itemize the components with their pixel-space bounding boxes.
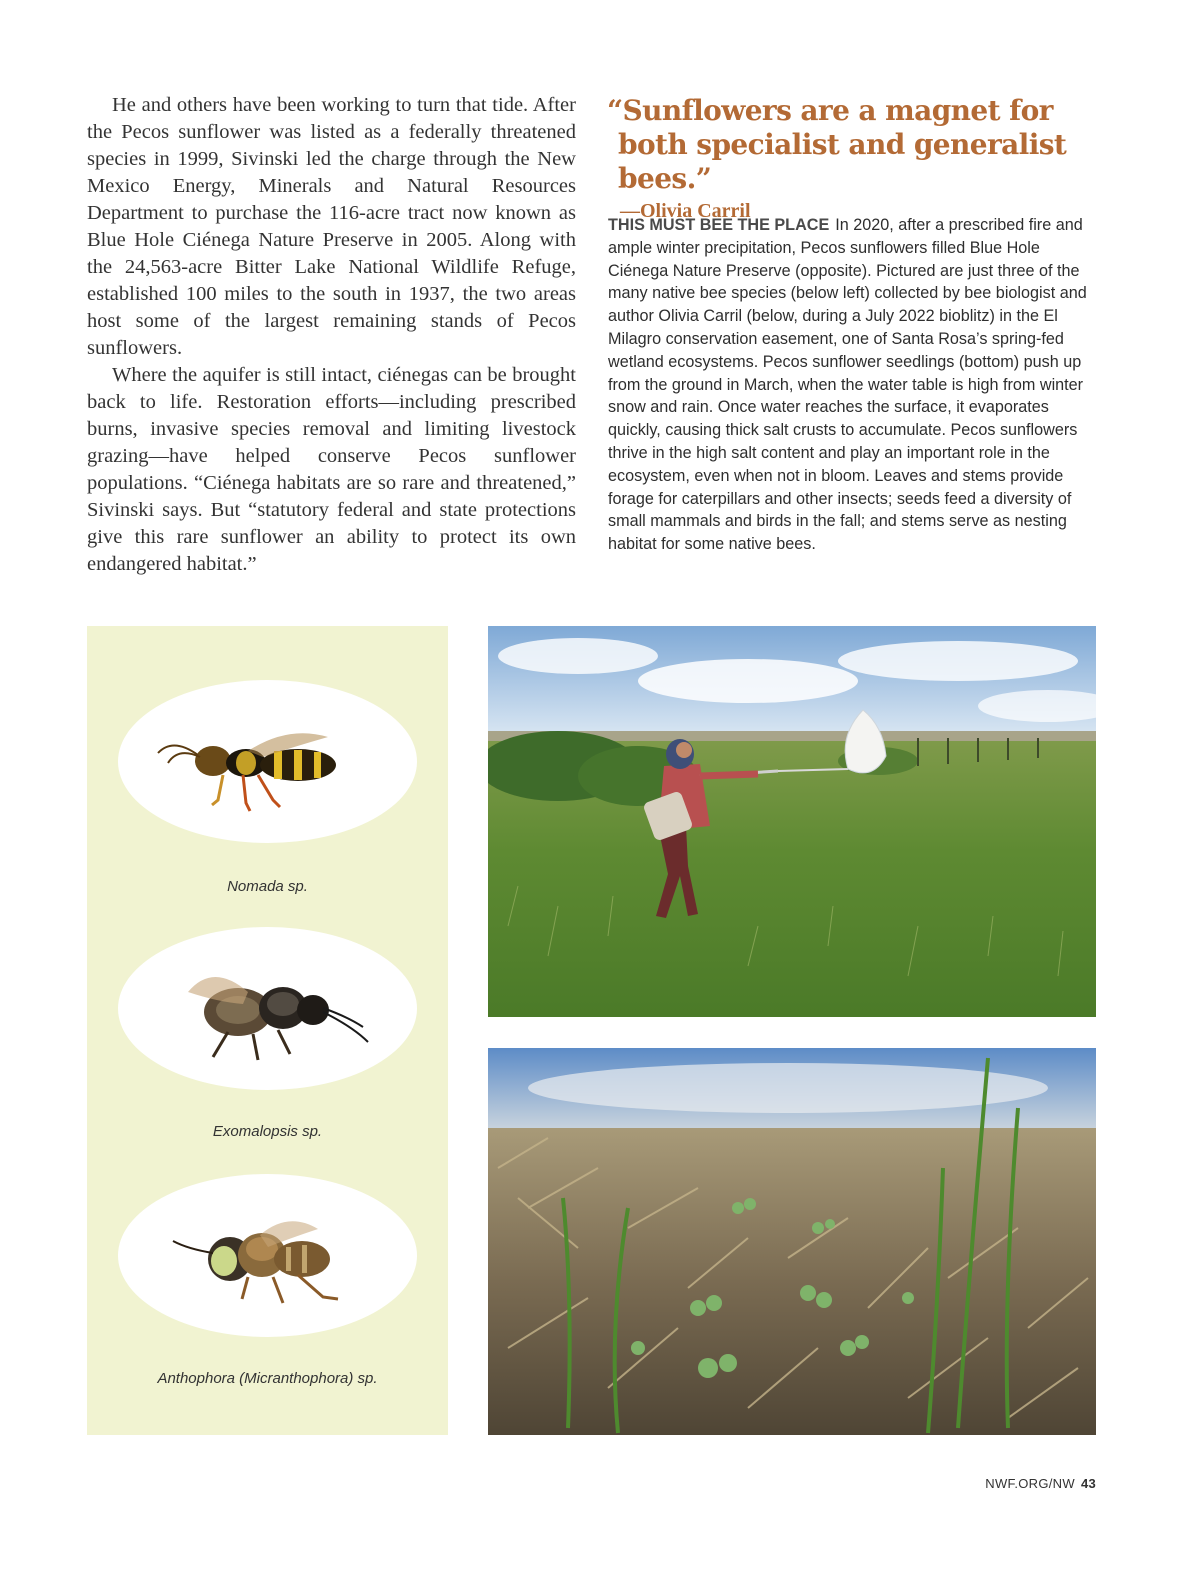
caption-text: In 2020, after a prescribed fire and ample winter precipitation, Pecos sunflowers filled Blue Hole Ciénega Nature Preserve (opposite). Pictured are just three of the many native bee species (below left) collected by bee biologist and author Olivia Carril (below, during a July 2022 bioblitz) in the El Milagro conservation easement, one of Santa Rosa’s spring-fed wetland ecosystems. Pecos sunflower seedlings (bottom) push up from the ground in March, when the water table is high from winter snow and rain. Once water reaches the surface, it evaporates quickly, causing thick salt crusts to accumulate. Pecos sunflowers thrive in the high salt content and play an important role in the ecosystem, even when not in bloom. Leaves and stems provide forage for caterpillars and other insects; seeds feed a diversity of small mammals and birds in the fall; and stems serve as nesting habitat for some native bees. [608,216,1087,554]
pull-quote-text: “Sunflowers are a magnet for both specialist and generalist bees.” [607,94,1067,195]
body-paragraph-2: Where the aquifer is still intact, ciénegas can be brought back to life. Restoration efforts—including prescribed burns, invasive species removal and limiting livestock grazing—have helped conserve Pecos sunflower populations. “Ciénega habitats are so rare and threatened,” Sivinski says. But “statutory federal and state protections give this rare sunflower an ability to protect its own endangered habitat.” [87,364,576,575]
bee-image-exomalopsis [118,927,417,1090]
bee-image-anthophora [118,1174,417,1337]
body-paragraph-1: He and others have been working to turn that tide. After the Pecos sunflower was listed as a federally threatened species in 1999, Sivinski led the charge through the New Mexico Energy, Minerals and Natural Resources Department to purchase the 116-acre tract now known as Blue Hole Ciénega Nature Preserve in 2005. Along with the 24,563-acre Bitter Lake National Wildlife Refuge, established 100 miles to the south in 1937, the two areas host some of the largest remaining stands of Pecos sunflowers. [87,94,576,359]
footer-site: NWF.ORG/NW [985,1476,1075,1491]
bee-label-exomalopsis: Exomalopsis sp. [212,1123,323,1140]
photo-caption [608,214,1098,556]
bee-image-nomada [118,680,417,843]
bee-specimen-panel [87,626,448,1435]
pull-quote-attribution: —Olivia Carril [620,200,751,222]
page-footer [985,1476,1096,1491]
article-body [87,92,576,578]
pull-quote [607,94,1107,223]
bee-label-anthophora: Anthophora (Micranthophora) sp. [157,1370,378,1387]
caption-kicker: THIS MUST BEE THE PLACE [608,216,830,234]
photo-bee-collecting [488,626,1096,1017]
bee-label-nomada: Nomada sp. [227,878,308,895]
photo-sunflower-seedlings [488,1048,1096,1435]
page-number: 43 [1080,1476,1096,1491]
